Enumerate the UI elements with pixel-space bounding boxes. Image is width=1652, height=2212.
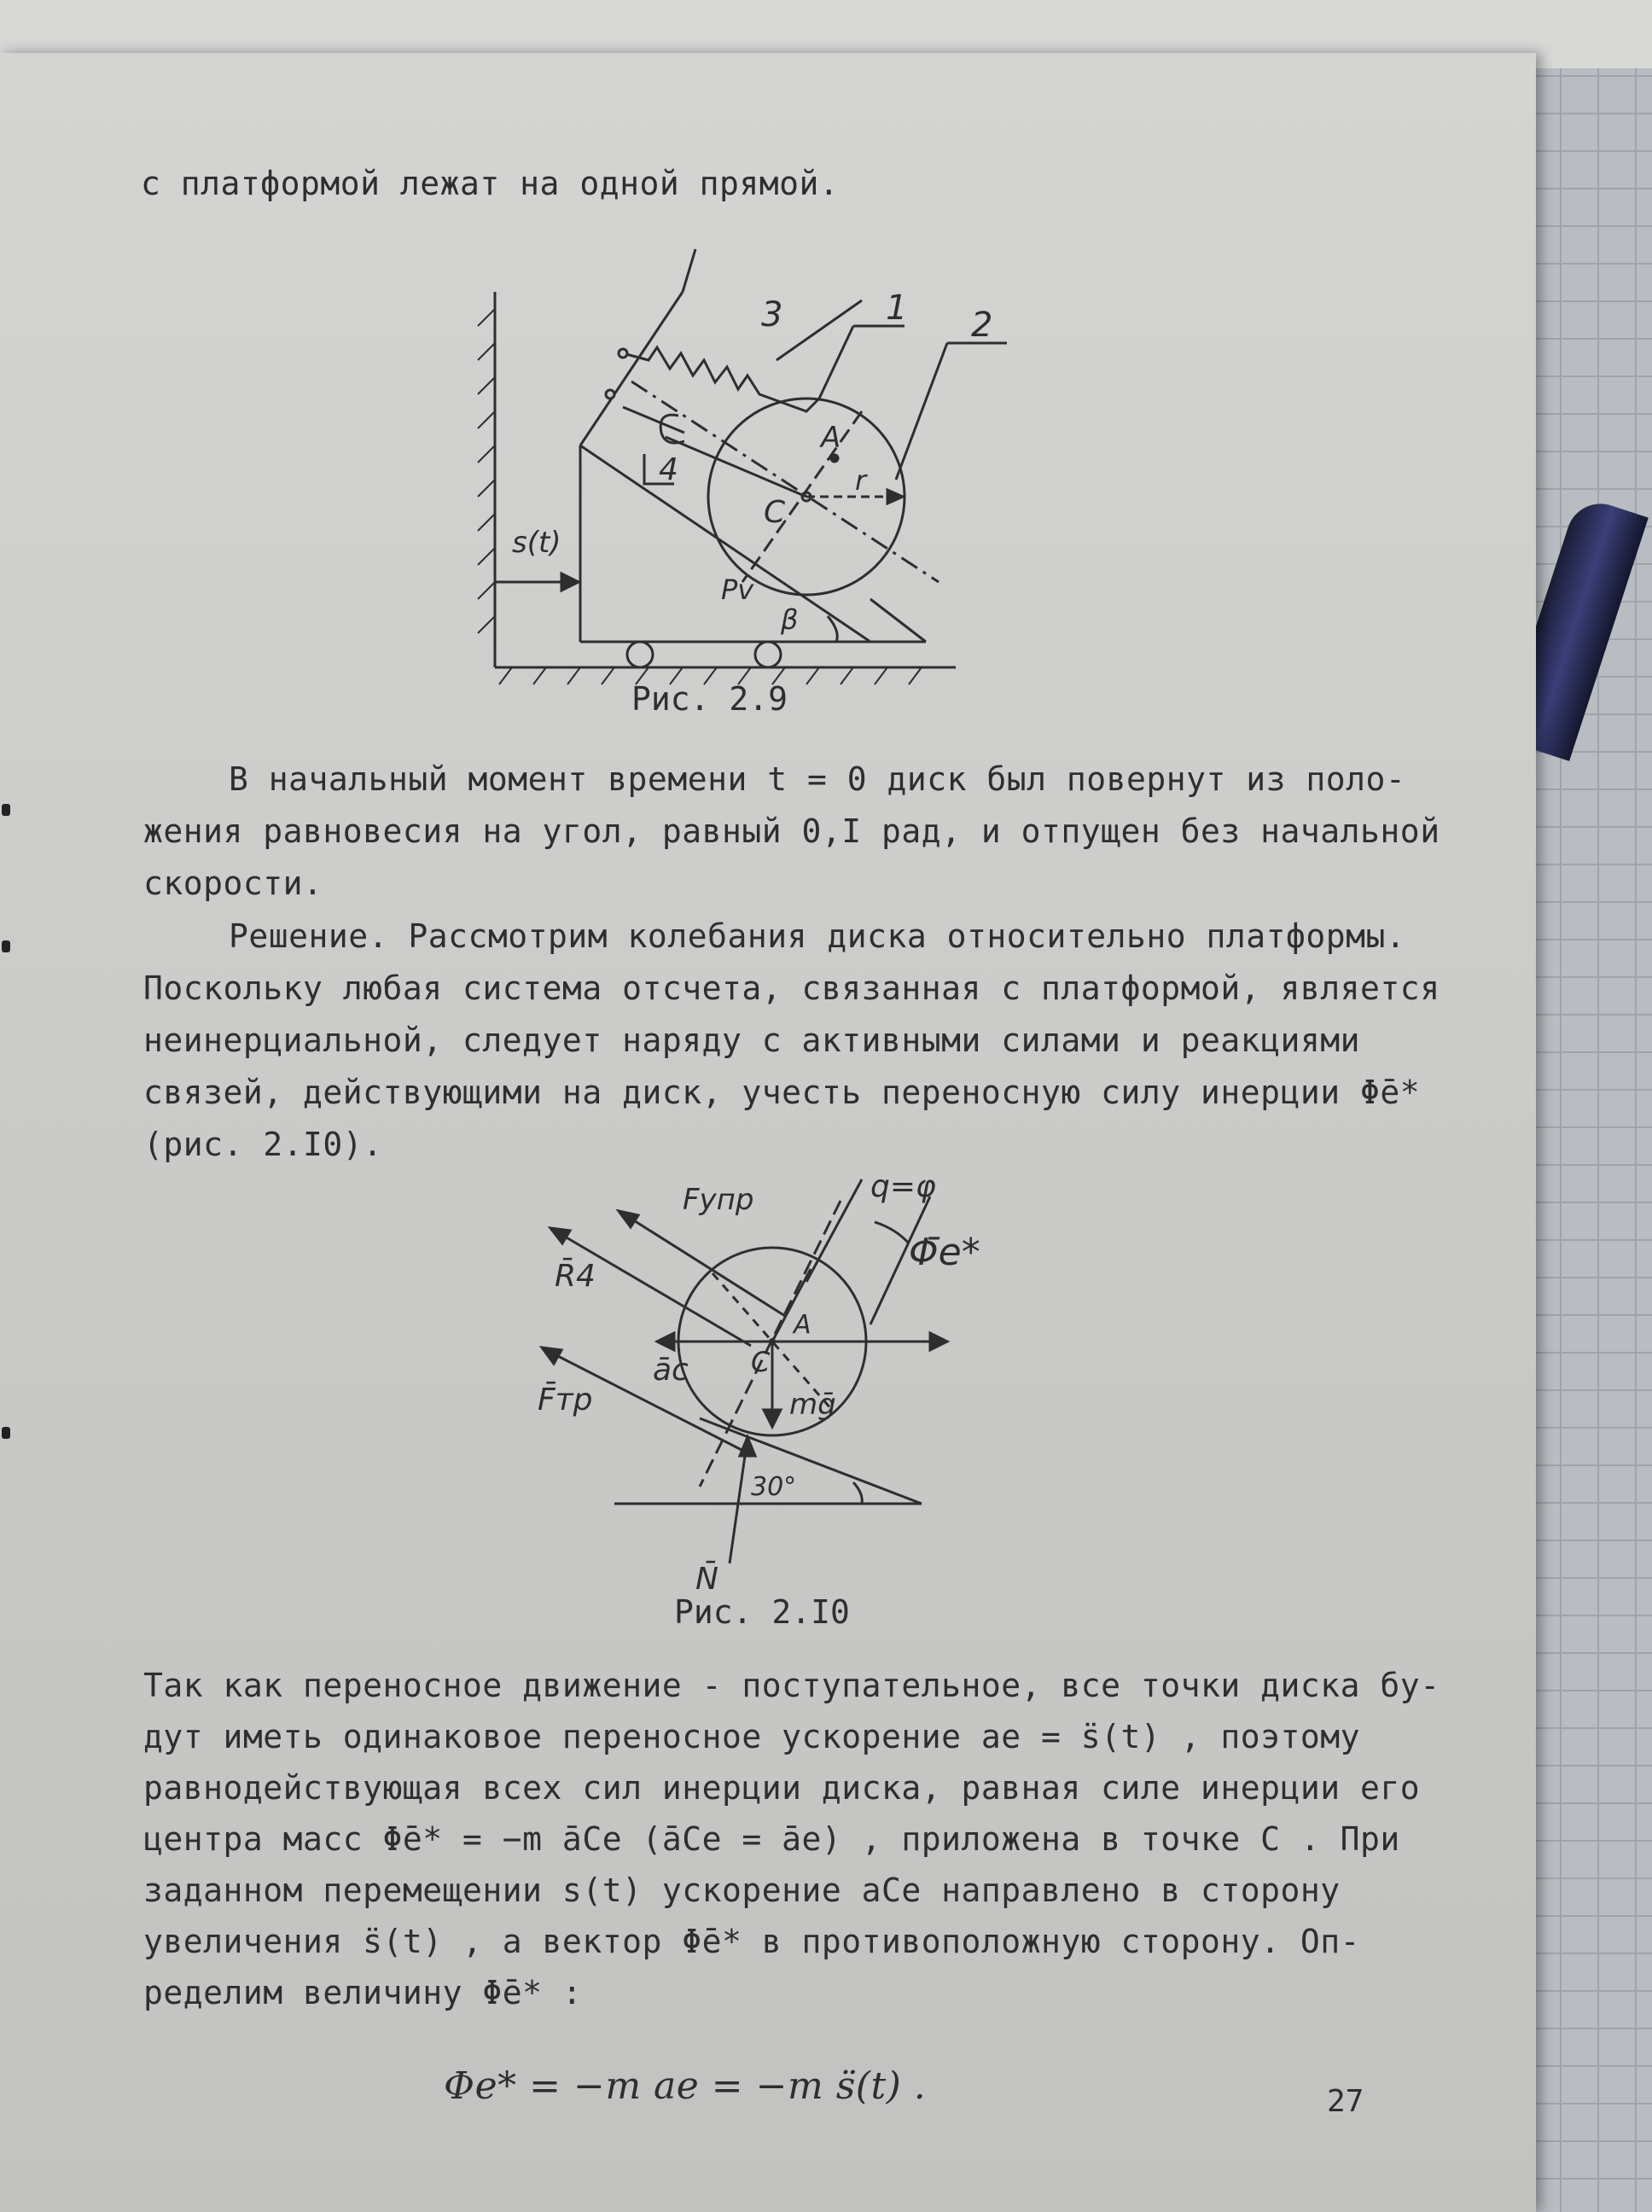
fig29-label-s: s(t) (512, 526, 561, 560)
paragraph-line: связей, действующими на диск, учесть переносную силу инерции Φ̄e* (143, 1074, 1421, 1111)
formula: Φe* = −m ae = −m s̈(t) . (444, 2064, 927, 2108)
fig29-label-2: 2 (971, 306, 993, 345)
fig210-label-ftr: F̄тр (538, 1382, 593, 1417)
paragraph-line: равнодействующая всех сил инерции диска, равная силе инерции его (143, 1769, 1421, 1807)
fig210-label-q: q=φ (870, 1169, 936, 1204)
fig210-label-n: N̄ (695, 1562, 718, 1597)
paragraph-line: с платформой лежат на одной прямой. (141, 165, 840, 202)
fig210-label-ac: āc (653, 1353, 689, 1388)
fig29-label-beta: β (781, 603, 799, 636)
fig210-label-r4: R̄4 (555, 1259, 596, 1294)
figure-2-10-caption: Рис. 2.I0 (674, 1593, 850, 1631)
fig29-label-p: Pv (721, 573, 754, 606)
paragraph-line: жения равновесия на угол, равный 0,I рад, и отпущен без начальной (143, 812, 1440, 850)
binding-hole (2, 940, 10, 952)
binding-hole (2, 1427, 10, 1439)
book-page (0, 53, 1536, 2212)
figure-2-9-caption: Рис. 2.9 (631, 680, 788, 718)
fig210-label-c: C (751, 1346, 771, 1378)
fig210-label-mg: mḡ (789, 1388, 836, 1422)
paragraph-line: увеличения s̈(t) , а вектор Φ̄e* в противоположную сторону. Оп- (143, 1923, 1361, 1960)
fig210-label-a: A (794, 1310, 811, 1340)
page-number: 27 (1327, 2084, 1364, 2119)
paragraph-line: Поскольку любая система отсчета, связанная с платформой, является (143, 969, 1440, 1007)
fig210-label-fupr: Fупр (683, 1183, 754, 1217)
paragraph-line: неинерциальной, следует наряду с активными силами и реакциями (143, 1022, 1361, 1059)
paragraph-line: скорости. (143, 864, 323, 902)
paragraph-line: центра масс Φ̄e* = −m āCe (āCe = āe) , приложена в точке C . При (143, 1820, 1400, 1858)
fig210-label-phi: Φ̄e* (909, 1231, 980, 1274)
fig29-label-4: 4 (659, 452, 678, 487)
figure-2-10-diagram (529, 1162, 1007, 1606)
paragraph-line: Так как переносное движение - поступательное, все точки диска бу- (143, 1667, 1440, 1704)
paragraph-line: (рис. 2.I0). (143, 1126, 383, 1163)
paragraph-line: заданном перемещении s(t) ускорение aCe направлено в сторону (143, 1871, 1341, 1909)
figure-2-9-diagram (461, 224, 1007, 701)
paragraph-line: ределим величину Φ̄e* : (143, 1974, 583, 2011)
paragraph-line: дут иметь одинаковое переносное ускорение ae = s̈(t) , поэтому (143, 1718, 1361, 1755)
paragraph-line: В начальный момент времени t = 0 диск был повернут из поло- (229, 760, 1406, 798)
fig29-label-3: 3 (761, 295, 783, 335)
fig210-label-angle: 30° (751, 1472, 797, 1502)
fig29-label-1: 1 (886, 288, 908, 328)
fig29-label-a: A (821, 421, 841, 455)
fig29-label-c: C (764, 495, 786, 530)
binding-hole (2, 804, 10, 816)
paragraph-line: Решение. Рассмотрим колебания диска относительно платформы. (229, 917, 1406, 955)
fig29-label-r: r (855, 464, 867, 497)
